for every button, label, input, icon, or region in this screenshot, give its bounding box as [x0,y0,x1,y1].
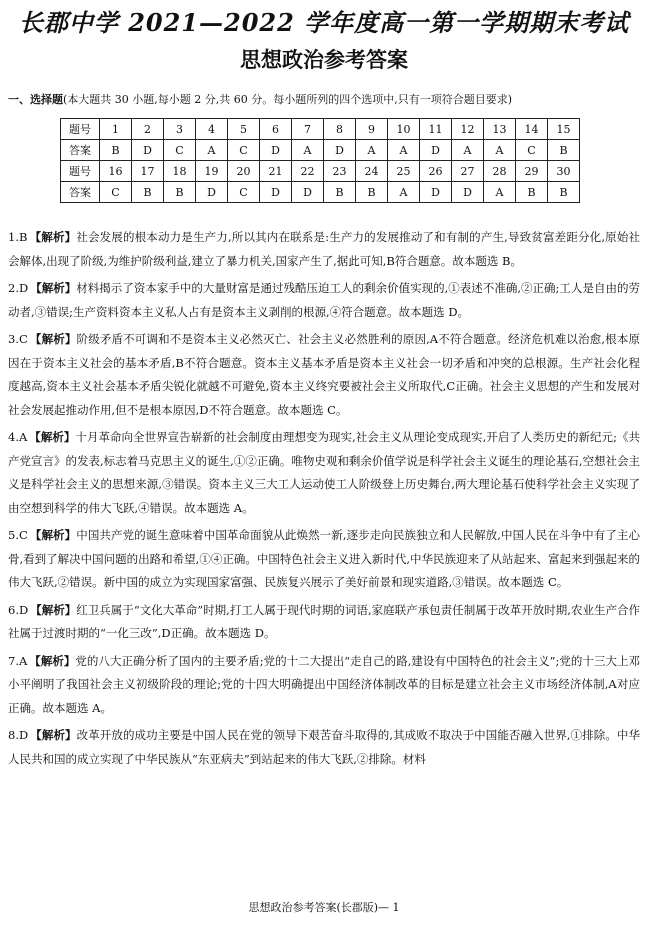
explanation-number: 5.C [8,528,28,542]
answer-cell: C [100,182,132,203]
question-number-cell: 18 [164,161,196,182]
question-number-cell: 21 [260,161,292,182]
question-number-cell: 13 [484,119,516,140]
answer-cell: B [548,140,580,161]
question-number-cell: 11 [420,119,452,140]
explanation-item [8,328,640,422]
answer-cell: C [516,140,548,161]
explanation-text: 社会发展的根本动力是生产力,所以其内在联系是:生产力的发展推动了和有制的产生,导致贫富差距分化,原始社会解体,出现了阶级,为维护阶级利益,建立了暴力机关,国家产生了,据此可知,B符合题意。故本题选 B。 [8,230,640,268]
answer-cell: A [356,140,388,161]
explanation-number: 1.B [8,230,28,244]
answer-cell: C [228,140,260,161]
explanation-text: 十月革命向全世界宣告崭新的社会制度由理想变为现实,社会主义从理论变成现实,开启了人类历史的新纪元;《共产党宣言》的发表,标志着马克思主义的诞生,①②正确。唯物史观和剩余价值学说是科学社会主义诞生的理论基石,空想社会主义是科学社会主义的思想来源,③错误。资本主义三大工人运动使工人阶级登上历史舞台,两大理论基石使科学社会主义实现了由空想到科学的伟大飞跃,④错误。故本题选 A。 [8,430,640,515]
answer-cell: B [324,182,356,203]
explanation-number: 6.D [8,602,29,617]
question-number-cell: 30 [548,161,580,182]
answer-cell: B [132,182,164,203]
answer-cell: D [196,182,228,203]
page-subtitle: 思想政治参考答案 [240,48,408,72]
explanation-item [8,599,640,646]
question-number-cell: 10 [388,119,420,140]
question-number-cell: 17 [132,161,164,182]
explanation-item [8,650,640,721]
answer-cell: D [260,182,292,203]
answer-table [60,118,580,203]
table-row-label: 答案 [61,140,100,161]
answer-cell: B [100,140,132,161]
explanation-item [8,724,640,771]
answer-cell: D [132,140,164,161]
page-title: 长郡中学 2021—2022 学年度高一第一学期期末考试 [18,8,630,37]
answer-cell: B [548,182,580,203]
question-number-cell: 24 [356,161,388,182]
question-number-cell: 12 [452,119,484,140]
section-note: (本大题共 30 小题,每小题 2 分,共 60 分。每小题所列的四个选项中,只有一项符合题目要求) [63,93,513,106]
explanation-item [8,426,640,520]
question-number-cell: 14 [516,119,548,140]
table-row-label: 题号 [61,119,100,140]
explanations [8,226,640,775]
answer-cell: A [388,182,420,203]
answer-cell: A [388,140,420,161]
question-number-cell: 29 [516,161,548,182]
answer-cell: A [484,182,516,203]
explanation-text: 中国共产党的诞生意味着中国革命面貌从此焕然一新,逐步走向民族独立和人民解放,中国人民在斗争中有了主心骨,看到了解决中国问题的出路和希望,①④正确。中国特色社会主义进入新时代,中华民族迎来了从站起来、富起来到强起来的伟大飞跃,②错误。新中国的成立为实现国家富强、民族复兴展示了美好前景和现实道路,③错误。故本题选 C。 [8,528,641,589]
table-row-label: 答案 [61,182,100,203]
question-number-cell: 1 [100,119,132,140]
table-row-numbers [61,119,580,140]
explanation-tag: 【解析】 [29,332,77,346]
answer-cell: A [484,140,516,161]
answer-cell: A [292,140,324,161]
question-number-cell: 4 [196,119,228,140]
question-number-cell: 27 [452,161,484,182]
question-number-cell: 9 [356,119,388,140]
question-number-cell: 2 [132,119,164,140]
question-number-cell: 7 [292,119,324,140]
explanation-tag: 【解析】 [29,430,76,444]
explanation-number: 8.D [8,728,29,742]
page-footer: 思想政治参考答案(长郡版)— 1 [248,901,400,914]
question-number-cell: 3 [164,119,196,140]
answer-cell: D [292,182,324,203]
table-row-answers [61,182,580,203]
explanation-tag: 【解析】 [30,281,77,295]
question-number-cell: 26 [420,161,452,182]
answer-cell: D [452,182,484,203]
explanation-text: 材料揭示了资本家手中的大量财富是通过残酷压迫工人的剩余价值实现的,①表述不准确,②正确;工人是自由的劳动者,③错误;生产资料资本主义私人占有是资本主义剥削的根源,④符合题意。故本题选 D。 [8,281,640,319]
answer-cell: C [228,182,260,203]
explanation-text: 改革开放的成功主要是中国人民在党的领导下艰苦奋斗取得的,其成败不取决于中国能否融入世界,①排除。中华人民共和国的成立实现了中华民族从“东亚病夫”到站起来的伟大飞跃,②排除。材料 [8,728,640,766]
answer-cell: D [260,140,292,161]
answer-cell: B [356,182,388,203]
question-number-cell: 23 [324,161,356,182]
explanation-tag: 【解析】 [29,653,76,668]
explanation-tag: 【解析】 [29,230,77,244]
section-heading [8,92,644,108]
question-number-cell: 8 [324,119,356,140]
answer-cell: B [516,182,548,203]
answer-cell: A [196,140,228,161]
question-number-cell: 20 [228,161,260,182]
table-row-numbers [61,161,580,182]
explanation-item [8,524,640,595]
question-number-cell: 16 [100,161,132,182]
answer-cell: D [324,140,356,161]
table-row-answers [61,140,580,161]
explanation-number: 3.C [8,332,28,346]
explanation-tag: 【解析】 [30,602,77,617]
explanation-item [8,226,640,273]
question-number-cell: 15 [548,119,580,140]
explanation-text: 阶级矛盾不可调和不是资本主义必然灭亡、社会主义必然胜利的原因,A不符合题意。经济危机难以治愈,根本原因在于资本主义社会的基本矛盾,B不符合题意。资本主义基本矛盾是资本主义社会一切矛盾和冲突的总根源。生产社会化程度越高,资本主义社会基本矛盾尖锐化就越不可避免,资本主义终究要被社会主义所取代,C正确。社会主义思想的产生和发展对社会发展起推动作用,但不是根本原因,D不符合题意。故本题选 C。 [8,332,640,417]
answer-cell: A [452,140,484,161]
explanation-number: 4.A [8,430,28,444]
explanation-text: 红卫兵属于“文化大革命”时期,打工人属于现代时期的词语,家庭联产承包责任制属于改革开放时期,农业生产合作社属于过渡时期的“一化三改”,D正确。故本题选 D。 [8,602,640,640]
answer-cell: B [164,182,196,203]
answer-cell: C [164,140,196,161]
question-number-cell: 19 [196,161,228,182]
question-number-cell: 22 [292,161,324,182]
table-row-label: 题号 [61,161,100,182]
explanation-number: 7.A [8,653,28,668]
answer-cell: D [420,140,452,161]
question-number-cell: 5 [228,119,260,140]
question-number-cell: 28 [484,161,516,182]
answer-cell: D [420,182,452,203]
explanation-number: 2.D [8,281,29,295]
explanation-item [8,277,640,324]
question-number-cell: 6 [260,119,292,140]
explanation-tag: 【解析】 [30,728,77,742]
explanation-tag: 【解析】 [29,528,77,542]
section-label: 一、选择题 [8,93,63,106]
question-number-cell: 25 [388,161,420,182]
explanation-text: 党的八大正确分析了国内的主要矛盾;党的十二大提出“走自己的路,建设有中国特色的社会主义”;党的十三大上邓小平阐明了我国社会主义初级阶段的理论;党的十四大明确提出中国经济体制改革的目标是建立社会主义市场经济体制,A对应正确。故本题选 A。 [8,653,640,715]
